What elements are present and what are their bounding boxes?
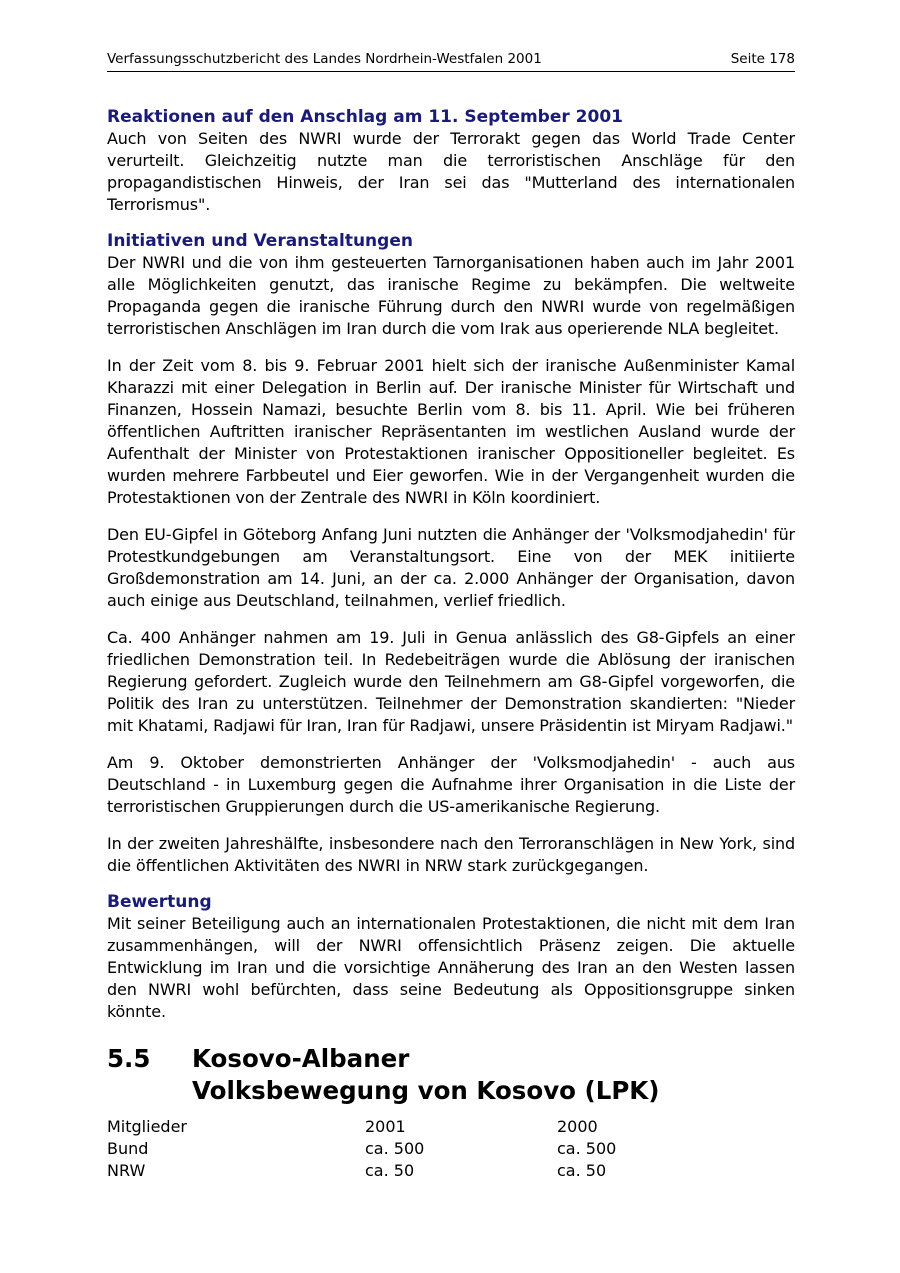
chapter-number: 5.5 <box>107 1044 151 1073</box>
running-header <box>107 50 795 72</box>
paragraph: Der NWRI und die von ihm gesteuerten Tarnorganisationen haben auch im Jahr 2001 alle Möglichkeiten genutzt, das iranische Regime zu bekämpfen. Die weltweite Propaganda gegen die iranische Führung durch den NWRI wurde von regelmäßigen terroristischen Anschlägen im Iran durch die vom Irak aus operierende NLA begleitet. <box>107 253 795 338</box>
paragraph: Am 9. Oktober demonstrierten Anhänger der 'Volksmodjahedin' - auch aus Deutschland - in Luxemburg gegen die Aufnahme ihrer Organisation in die Liste der terroristischen Gruppierungen durch die US-amerikanische Regierung. <box>107 753 795 816</box>
section-reaktionen <box>107 106 795 216</box>
table-row <box>107 1138 795 1160</box>
table-cell: Bund <box>107 1139 149 1158</box>
document-title: Verfassungsschutzbericht des Landes Nordrhein-Westfalen 2001 <box>107 51 542 67</box>
table-cell: ca. 500 <box>365 1139 425 1158</box>
document-page <box>107 50 795 1182</box>
chapter-title: Kosovo-Albaner <box>192 1044 410 1073</box>
section-heading: Bewertung <box>107 892 212 912</box>
table-cell: NRW <box>107 1161 146 1180</box>
paragraph: In der Zeit vom 8. bis 9. Februar 2001 hielt sich der iranische Außenminister Kamal Kharazzi mit einer Delegation in Berlin auf. Der iranische Minister für Wirtschaft und Finanzen, Hossein Namazi, besuchte Berlin vom 8. bis 11. April. Wie bei früheren öffentlichen Auftritten iranischer Repräsentanten im westlichen Ausland wurde der Aufenthalt der Minister von Protestaktionen iranischer Oppositioneller begleitet. Es wurden mehrere Farbbeutel und Eier geworfen. Wie in der Vergangenheit wurden die Protestaktionen von der Zentrale des NWRI in Köln koordiniert. <box>107 356 795 507</box>
section-initiativen <box>107 230 795 877</box>
table-header-cell: 2000 <box>557 1117 598 1136</box>
membership-table <box>107 1116 795 1182</box>
table-header-cell: 2001 <box>365 1117 406 1136</box>
chapter-subtitle: Volksbewegung von Kosovo (LPK) <box>192 1076 660 1105</box>
chapter-heading <box>107 1043 795 1107</box>
table-cell: ca. 50 <box>557 1161 607 1180</box>
section-bewertung <box>107 891 795 1023</box>
paragraph: Mit seiner Beteiligung auch an internationalen Protestaktionen, die nicht mit dem Iran zusammenhängen, will der NWRI offensichtlich Präsenz zeigen. Die aktuelle Entwicklung im Iran und die vorsichtige Annäherung des Iran an den Westen lassen den NWRI wohl befürchten, dass seine Bedeutung als Oppositionsgruppe sinken könnte. <box>107 914 795 1021</box>
table-row <box>107 1160 795 1182</box>
section-heading: Initiativen und Veranstaltungen <box>107 231 413 251</box>
chapter-titles <box>192 1043 659 1107</box>
paragraph: Auch von Seiten des NWRI wurde der Terrorakt gegen das World Trade Center verurteilt. Gleichzeitig nutzte man die terroristischen Anschläge für den propagandistischen Hinweis, der Iran sei das "Mutterland des internationalen Terrorismus". <box>107 129 795 214</box>
table-cell: ca. 50 <box>365 1161 415 1180</box>
table-header-row <box>107 1116 795 1138</box>
table-cell: ca. 500 <box>557 1139 617 1158</box>
paragraph: Ca. 400 Anhänger nahmen am 19. Juli in Genua anlässlich des G8-Gipfels an einer friedlichen Demonstration teil. In Redebeiträgen wurde die Ablösung der iranischen Regierung gefordert. Zugleich wurde den Teilnehmern am G8-Gipfel vorgeworfen, die Politik des Iran zu unterstützen. Teilnehmer der Demonstration skandierten: "Nieder mit Khatami, Radjawi für Iran, Iran für Radjawi, unsere Präsidentin ist Miryam Radjawi." <box>107 628 795 735</box>
page-number: Seite 178 <box>730 51 795 67</box>
paragraph: Den EU-Gipfel in Göteborg Anfang Juni nutzten die Anhänger der 'Volksmodjahedin' für Protestkundgebungen am Veranstaltungsort. Eine von der MEK initiierte Großdemonstration am 14. Juni, an der ca. 2.000 Anhänger der Organisation, davon auch einige aus Deutschland, teilnahmen, verlief friedlich. <box>107 525 795 610</box>
table-header-cell: Mitglieder <box>107 1117 187 1136</box>
paragraph: In der zweiten Jahreshälfte, insbesondere nach den Terroranschlägen in New York, sind die öffentlichen Aktivitäten des NWRI in NRW stark zurückgegangen. <box>107 834 795 875</box>
section-heading: Reaktionen auf den Anschlag am 11. September 2001 <box>107 107 624 127</box>
